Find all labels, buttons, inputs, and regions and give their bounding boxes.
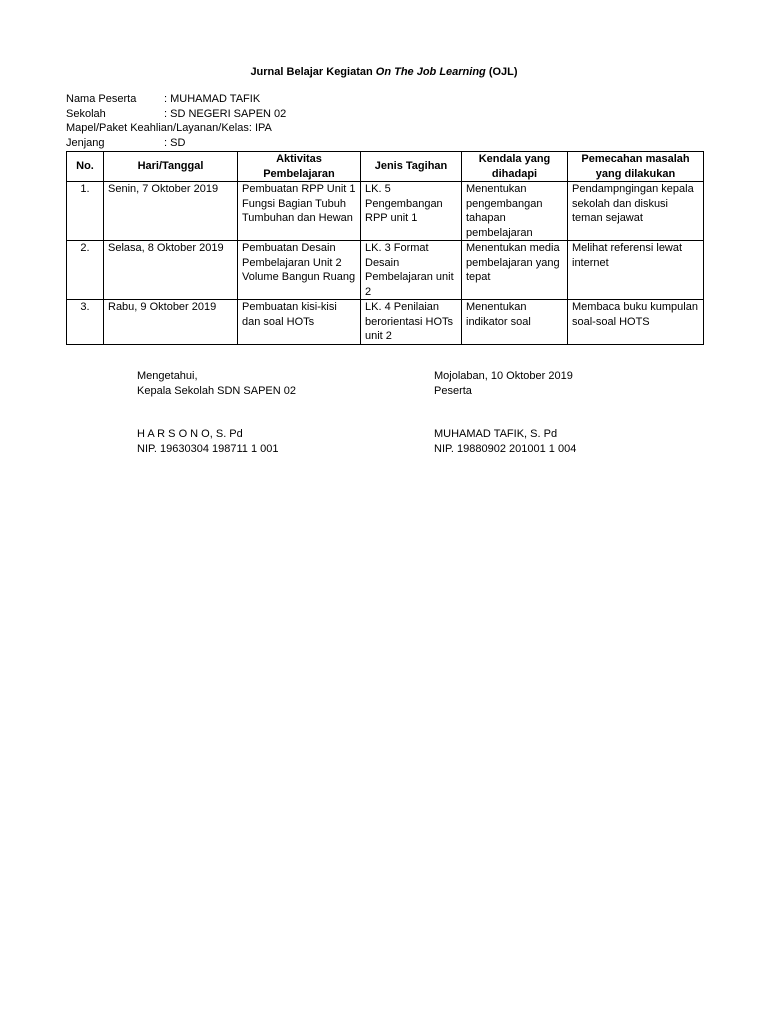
cell-line: LK. 3 Format [365, 242, 429, 254]
sign-right-nip: NIP. 19880902 201001 1 004 [434, 442, 577, 455]
table-header-row [67, 152, 704, 182]
cell-line: Pembuatan kisi-kisi [242, 301, 337, 313]
signature-left [137, 369, 296, 456]
cell-pemecahan [568, 241, 704, 300]
sekolah-label: Sekolah [66, 107, 106, 120]
signature-space [137, 398, 296, 427]
cell-kendala [462, 241, 568, 300]
cell-no: 2. [67, 241, 104, 300]
cell-line: Fungsi Bagian Tubuh [242, 197, 346, 210]
cell-aktivitas [238, 300, 361, 345]
cell-line: Pembuatan Desain [242, 242, 336, 254]
header-kendala [462, 152, 568, 182]
cell-line: Pembelajaran unit [365, 271, 454, 283]
cell-line: teman sejawat [572, 212, 643, 224]
table-row [67, 182, 704, 241]
cell-jenis [361, 241, 462, 300]
cell-jenis [361, 182, 462, 241]
cell-line: Menentukan media [466, 242, 560, 254]
cell-line: Desain [365, 256, 400, 269]
cell-pemecahan [568, 300, 704, 345]
cell-aktivitas [238, 241, 361, 300]
cell-line: Pendampngingan kepala [572, 183, 694, 195]
table-row [67, 300, 704, 345]
cell-kendala [462, 182, 568, 241]
title-prefix: Jurnal Belajar Kegiatan [250, 66, 376, 78]
cell-pemecahan [568, 182, 704, 241]
cell-line: LK. 4 Penilaian [365, 301, 439, 313]
title-italic: On The Job Learning [375, 66, 486, 78]
sign-right-name: MUHAMAD TAFIK, S. Pd [434, 428, 558, 440]
cell-line: Menentukan [466, 183, 527, 195]
cell-line: Membaca buku kumpulan [572, 301, 698, 313]
header-pemecahan-line: Pemecahan masalah [581, 153, 690, 165]
header-jenis: Jenis Tagihan [361, 152, 462, 182]
sign-left-line1: Mengetahui, [137, 370, 198, 382]
cell-line: 2 [365, 285, 372, 298]
cell-kendala [462, 300, 568, 345]
cell-line: tahapan [466, 212, 506, 224]
cell-jenis [361, 300, 462, 345]
cell-line: dan soal HOTs [242, 315, 315, 328]
cell-hari: Selasa, 8 Oktober 2019 [104, 241, 238, 300]
cell-line: internet [572, 256, 609, 269]
cell-line: Pembelajaran Unit 2 [242, 256, 342, 269]
mapel-line: Mapel/Paket Keahlian/Layanan/Kelas: IPA [66, 122, 272, 134]
cell-line: tepat [466, 271, 491, 283]
cell-line: soal-soal HOTS [572, 315, 650, 328]
nama-label: Nama Peserta [66, 93, 137, 105]
jenjang-value: : SD [164, 136, 186, 149]
sign-left-nip: NIP. 19630304 198711 1 001 [137, 442, 279, 455]
cell-line: RPP unit 1 [365, 212, 418, 224]
header-pemecahan [568, 152, 704, 182]
table-row [67, 241, 704, 300]
cell-line: Menentukan [466, 301, 527, 313]
cell-line: Melihat referensi lewat [572, 242, 683, 254]
sign-left-line2: Kepala Sekolah SDN SAPEN 02 [137, 384, 296, 397]
header-aktivitas-line: Aktivitas [276, 153, 322, 165]
sekolah-value: : SD NEGERI SAPEN 02 [164, 107, 287, 120]
cell-line: pengembangan [466, 197, 543, 210]
cell-line: pembelajaran [466, 226, 533, 239]
title-suffix: (OJL) [485, 66, 518, 78]
cell-line: LK. 5 [365, 183, 391, 195]
cell-aktivitas [238, 182, 361, 241]
journal-table [66, 151, 704, 345]
cell-no: 3. [67, 300, 104, 345]
cell-no: 1. [67, 182, 104, 241]
cell-line: Volume Bangun Ruang [242, 271, 356, 283]
cell-line: berorientasi HOTs [365, 315, 454, 328]
document-title [0, 65, 768, 80]
cell-line: Pengembangan [365, 197, 443, 210]
cell-line: Tumbuhan dan Hewan [242, 212, 353, 224]
sign-right-line1: Mojolaban, 10 Oktober 2019 [434, 370, 573, 382]
jenjang-label: Jenjang [66, 136, 105, 149]
cell-hari: Rabu, 9 Oktober 2019 [104, 300, 238, 345]
cell-line: sekolah dan diskusi [572, 197, 669, 210]
header-hari: Hari/Tanggal [104, 152, 238, 182]
cell-line: unit 2 [365, 330, 392, 342]
signature-space [434, 398, 576, 427]
header-no: No. [67, 152, 104, 182]
sign-left-name: H A R S O N O, S. Pd [137, 428, 243, 440]
header-kendala-line: Kendala yang [478, 153, 551, 165]
sign-right-line2: Peserta [434, 384, 472, 397]
cell-hari: Senin, 7 Oktober 2019 [104, 182, 238, 241]
cell-line: indikator soal [466, 315, 531, 328]
cell-line: pembelajaran yang [466, 256, 560, 269]
signature-right [434, 369, 576, 456]
header-kendala-line: dihadapi [491, 167, 538, 180]
header-aktivitas-line: Pembelajaran [263, 167, 335, 180]
cell-line: Pembuatan RPP Unit 1 [242, 183, 356, 195]
header-aktivitas [238, 152, 361, 182]
nama-value: : MUHAMAD TAFIK [164, 93, 261, 105]
header-pemecahan-line: yang dilakukan [595, 167, 676, 180]
